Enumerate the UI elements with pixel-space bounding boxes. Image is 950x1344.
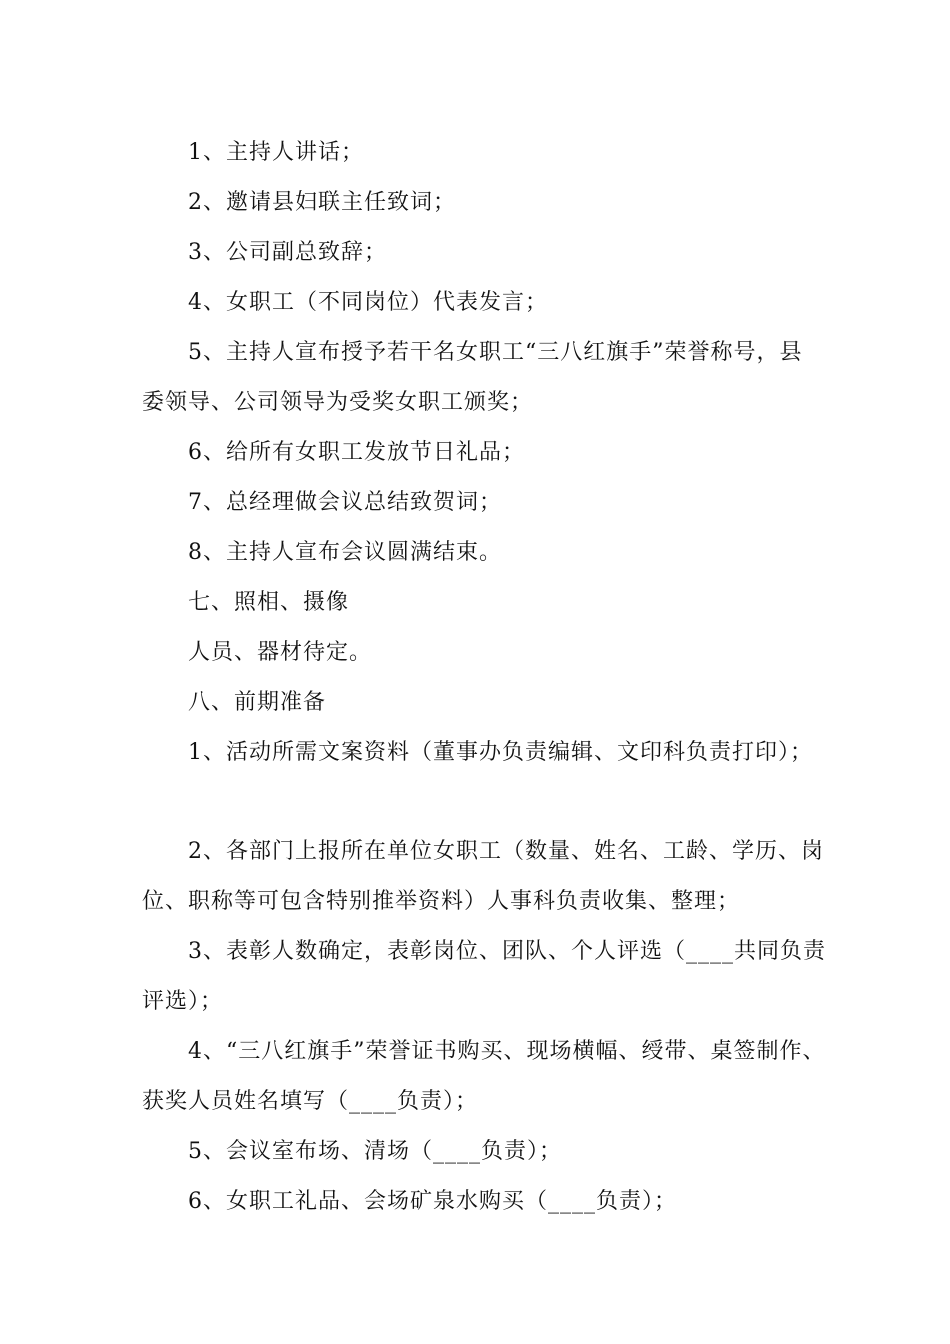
prep-item-2-continued: 位、职称等可包含特别推举资料）人事科负责收集、整理； bbox=[142, 889, 741, 914]
prep-item-6: 6、女职工礼品、会场矿泉水购买（____负责）； bbox=[188, 1189, 677, 1214]
agenda-item-6: 6、给所有女职工发放节日礼品； bbox=[188, 440, 525, 465]
prep-item-3: 3、表彰人数确定，表彰岗位、团队、个人评选（____共同负责 bbox=[188, 939, 826, 964]
prep-item-2: 2、各部门上报所在单位女职工（数量、姓名、工龄、学历、岗 bbox=[188, 839, 824, 864]
prep-item-5: 5、会议室布场、清场（____负责）； bbox=[188, 1139, 562, 1164]
section-heading-7: 七、照相、摄像 bbox=[188, 590, 350, 615]
agenda-item-2: 2、邀请县妇联主任致词； bbox=[188, 190, 456, 215]
section-heading-8: 八、前期准备 bbox=[188, 690, 327, 715]
agenda-item-4: 4、女职工（不同岗位）代表发言； bbox=[188, 290, 548, 315]
prep-item-4-continued: 获奖人员姓名填写（____负责）； bbox=[142, 1089, 479, 1114]
section-7-body: 人员、器材待定。 bbox=[188, 640, 373, 665]
agenda-item-3: 3、公司副总致辞； bbox=[188, 240, 387, 265]
agenda-item-7: 7、总经理做会议总结致贺词； bbox=[188, 490, 502, 515]
agenda-item-5: 5、主持人宣布授予若干名女职工“三八红旗手”荣誉称号，县 bbox=[188, 340, 803, 365]
agenda-item-1: 1、主持人讲话； bbox=[188, 140, 364, 165]
prep-item-4: 4、“三八红旗手”荣誉证书购买、现场横幅、绶带、桌签制作、 bbox=[188, 1039, 826, 1064]
agenda-item-5-continued: 委领导、公司领导为受奖女职工颁奖； bbox=[142, 390, 534, 415]
prep-item-1: 1、活动所需文案资料（董事办负责编辑、文印科负责打印）； bbox=[188, 740, 813, 765]
prep-item-3-continued: 评选）； bbox=[142, 989, 224, 1014]
agenda-item-8: 8、主持人宣布会议圆满结束。 bbox=[188, 540, 502, 565]
